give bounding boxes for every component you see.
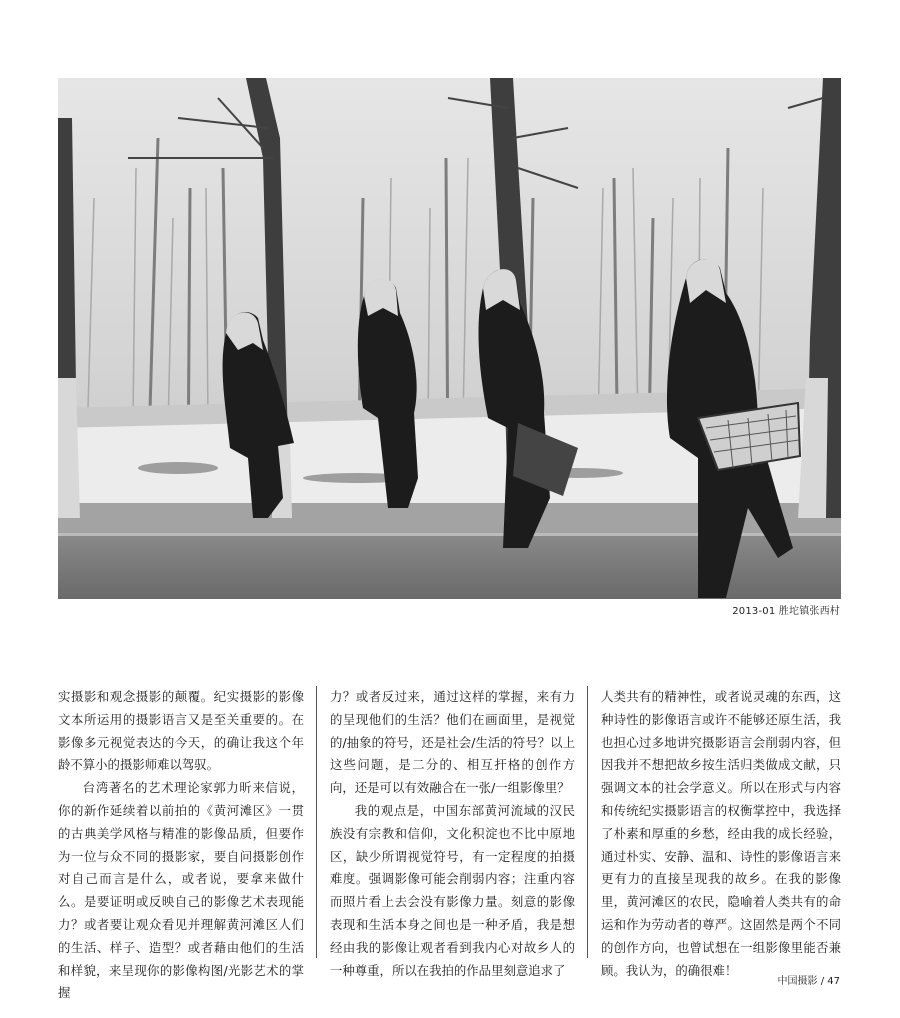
paragraph: 台湾著名的艺术理论家郭力昕来信说，你的新作延续着以前拍的《黄河滩区》一贯的古典美学风格与精准的影像品质，但要作为一位与众不同的摄影家，要自问摄影创作对自己而言是什么，或者说，要拿来做什么。是要证明或反映自己的影像艺术表现能力？或者要让观众看见并理解黄河滩区人们的生活、样子、造型？或者藉由他们的生活和样貌，来呈现你的影像构图/光影艺术的掌握 <box>58 780 304 1001</box>
article-column-2 <box>330 686 575 978</box>
article-column-1 <box>58 686 304 1001</box>
paragraph: 我的观点是，中国东部黄河流域的汉民族没有宗教和信仰，文化积淀也不比中原地区，缺少所谓视觉符号，有一定程度的拍摄难度。强调影像可能会削弱内容；注重内容而照片看上去会没有影像力量。刻意的影像表现和生活本身之间也是一种矛盾，我是想经由我的影像让观者看到我内心对故乡人的一种尊重，所以在我拍的作品里刻意追求了 <box>330 802 575 978</box>
photo-caption: 2013-01 胜坨镇张西村 <box>732 606 840 617</box>
column-divider <box>316 686 317 958</box>
photo-illustration <box>58 78 841 599</box>
folio-separator: / <box>817 976 828 987</box>
page-folio <box>778 972 840 987</box>
paragraph: 人类共有的精神性，或者说灵魂的东西，这种诗性的影像语言或许不能够还原生活，我也担心过多地讲究摄影语言会削弱内容，但因我并不想把故乡按生活归类做成文献，只强调文本的社会学意义。所以在形式与内容和传统纪实摄影语言的权衡掌控中，我选择了朴素和厚重的乡愁，经由我的成长经验，通过朴实、安静、温和、诗性的影像语言来更有力的直接呈现我的故乡。在我的影像里，黄河滩区的农民，隐喻着人类共有的命运和作为劳动者的尊严。这固然是两个不同的创作方向，也曾试想在一组影像里能否兼顾。我认为，的确很难！ <box>601 689 841 978</box>
article-photo <box>58 78 841 599</box>
page-number: 47 <box>827 976 840 987</box>
column-divider <box>587 686 588 958</box>
paragraph: 实摄影和观念摄影的颠覆。纪实摄影的影像文本所运用的摄影语言又是至关重要的。在影像多元视觉表达的今天，的确让我这个年龄不算小的摄影师难以驾驭。 <box>58 689 304 773</box>
magazine-name: 中国摄影 <box>777 976 818 987</box>
paragraph: 力？或者反过来，通过这样的掌握，来有力的呈现他们的生活？他们在画面里，是视觉的/抽象的符号，还是社会/生活的符号？以上这些问题，是二分的、相互扞格的创作方向，还是可以有效融合在一张/一组影像里？ <box>330 689 575 796</box>
article-column-3 <box>601 686 841 978</box>
